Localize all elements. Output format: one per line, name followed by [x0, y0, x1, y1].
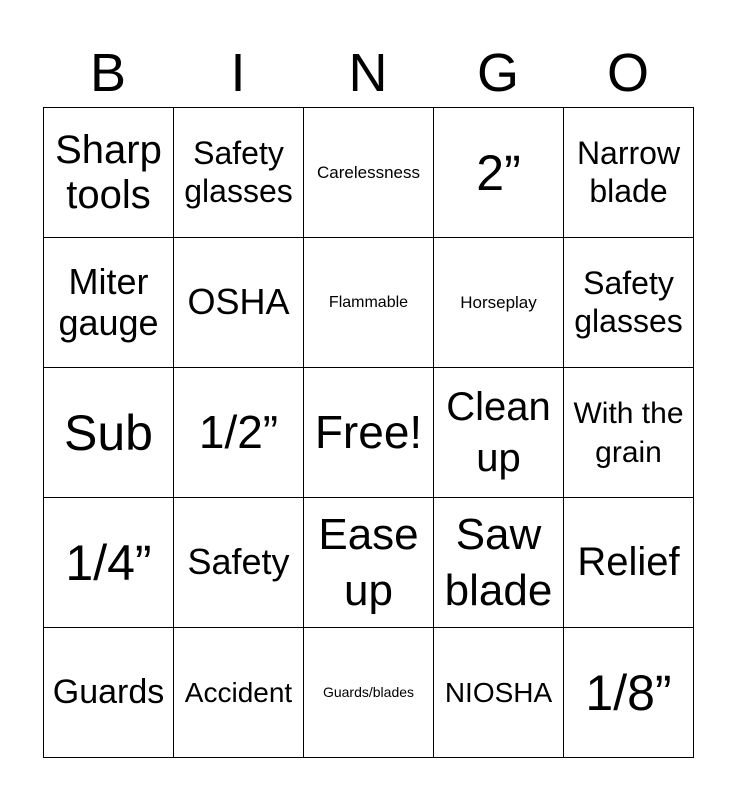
cell-label: Safety glasses [574, 265, 683, 339]
bingo-cell[interactable] [304, 238, 434, 368]
cell-label: Saw blade [444, 510, 553, 615]
bingo-cell[interactable] [434, 368, 564, 498]
header-letter-b: B [89, 43, 127, 103]
cell-label: Safety [187, 541, 290, 583]
bingo-cell[interactable] [434, 238, 564, 368]
cell-label: Free! [314, 405, 423, 458]
bingo-cell[interactable] [304, 498, 434, 628]
bingo-cell[interactable] [434, 498, 564, 628]
cell-label: 2” [476, 144, 521, 201]
cell-label: 1/8” [585, 664, 672, 721]
bingo-cell[interactable] [44, 108, 174, 238]
cell-label: Sub [64, 404, 153, 461]
bingo-cell[interactable] [174, 498, 304, 628]
cell-label: Guards/blades [322, 683, 415, 700]
cell-label: 1/2” [198, 405, 279, 458]
bingo-cell[interactable] [564, 498, 694, 628]
cell-label: With the grain [573, 396, 684, 469]
cell-label: Clean up [446, 384, 551, 480]
cell-label: Safety glasses [184, 135, 293, 209]
bingo-cell[interactable] [44, 368, 174, 498]
bingo-cell[interactable] [564, 628, 694, 758]
bingo-cell[interactable] [564, 238, 694, 368]
bingo-cell[interactable] [304, 108, 434, 238]
bingo-cell[interactable] [564, 108, 694, 238]
header-letter-o: O [606, 43, 649, 103]
cell-label: Sharp tools [55, 127, 162, 217]
bingo-cell[interactable] [564, 368, 694, 498]
cell-label: Horseplay [460, 292, 537, 312]
bingo-cell[interactable] [174, 238, 304, 368]
cell-label: Narrow blade [576, 135, 681, 209]
cell-label: 1/4” [65, 534, 152, 591]
header-letter-i: I [230, 43, 246, 103]
cell-label: Ease up [318, 510, 419, 615]
cell-label: Flammable [328, 293, 409, 311]
cell-label: Accident [184, 676, 293, 708]
cell-label: Miter gauge [58, 261, 159, 343]
bingo-cell[interactable] [434, 108, 564, 238]
bingo-board [43, 107, 694, 758]
cell-label: Relief [577, 540, 680, 585]
bingo-cell[interactable] [174, 368, 304, 498]
bingo-cell[interactable] [44, 238, 174, 368]
bingo-header [43, 38, 693, 108]
bingo-cell[interactable] [44, 498, 174, 628]
cell-label: Guards [52, 673, 165, 712]
cell-label: Carelessness [317, 162, 420, 182]
free-space-cell[interactable] [304, 368, 434, 498]
bingo-cell[interactable] [174, 628, 304, 758]
bingo-cell[interactable] [304, 628, 434, 758]
bingo-cell[interactable] [44, 628, 174, 758]
header-letter-n: N [348, 43, 388, 103]
bingo-cell[interactable] [174, 108, 304, 238]
header-letter-g: G [476, 43, 519, 103]
cell-label: OSHA [187, 281, 290, 323]
bingo-cell[interactable] [434, 628, 564, 758]
cell-label: NIOSHA [444, 676, 553, 708]
